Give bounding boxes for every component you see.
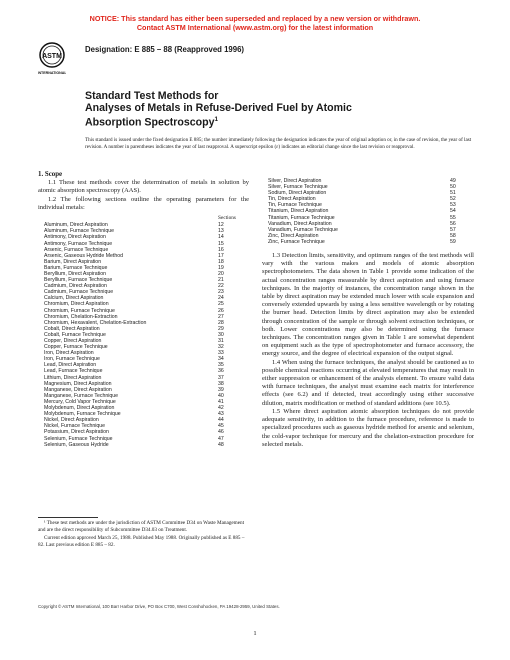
section-name: Molybdenum, Furnace Technique [44,411,121,418]
page-number: 1 [253,630,257,637]
section-number: 48 [218,441,224,448]
section-number: 29 [218,325,224,332]
section-number: 54 [450,208,456,215]
section-number: 12 [218,222,224,229]
notice-line-2: Contact ASTM International (www.astm.org) for the latest information [136,23,374,32]
section-name: Iron, Furnace Technique [44,356,100,363]
section-number: 41 [218,398,224,405]
section-name: Nickel, Direct Aspiration [44,417,99,424]
section-number: 52 [450,196,456,203]
section-number: 58 [450,232,456,239]
section-number: 57 [450,226,456,233]
section-name: Potassium, Direct Aspiration [44,429,109,436]
paragraph-1-5: 1.5 Where direct aspiration atomic absorption techniques do not provide adequate sensitivity, in addition to the furnace procedure, reference is made to specialized procedures such as gaseous hydride method for arsenic and selenium, the cold-vapor technique for mercury and the chelation-extraction procedure for selected metals. [262,407,474,448]
section-number: 28 [218,319,224,326]
section-number: 43 [218,411,224,418]
designation: Designation: E 885 – 88 (Reapproved 1996) [85,45,245,54]
scope-heading: 1. Scope [38,171,63,178]
section-number: 55 [450,214,456,221]
section-number: 30 [218,331,224,338]
section-row [268,239,468,245]
svg-text:ASTM: ASTM [42,53,62,60]
astm-logo-icon [38,42,66,76]
title-line-3: Absorption Spectroscopy [85,116,215,129]
section-name: Copper, Direct Aspiration [44,338,102,344]
section-number: 32 [218,344,224,351]
section-number: 26 [218,307,224,314]
section-number: 38 [218,380,224,387]
sections-table-right [268,178,468,245]
section-name: Aluminum, Furnace Technique [44,228,114,235]
section-number: 27 [218,313,224,320]
section-number: 18 [218,258,224,265]
section-name: Mercury, Cold Vapor Technique [44,398,116,405]
section-name: Manganese, Direct Aspiration [44,386,112,393]
section-name: Silver, Furnace Technique [268,184,328,191]
logo-text: INTERNATIONAL [38,71,66,75]
title-line-1: Standard Test Methods for [85,90,219,102]
section-name: Chromium, Direct Aspiration [44,301,109,308]
section-name: Cobalt, Furnace Technique [44,331,106,338]
section-name: Chromium, Furnace Technique [44,307,115,314]
section-number: 45 [218,423,224,430]
footnotes [38,520,248,550]
section-name: Calcium, Direct Aspiration [44,295,104,302]
notice-line-1: NOTICE: This standard has either been superseded and replaced by a new version or withdrawn. [89,14,421,23]
footnote-2: Current edition approved March 25, 1988. Published May 1988. Originally published as E 885 – 82. Last previous edition E 885 – 82. [38,535,245,548]
section-name: Iron, Direct Aspiration [44,350,94,357]
section-name: Copper, Furnace Technique [44,344,108,351]
section-name: Molybdenum, Direct Aspiration [44,405,115,412]
footnote-1: ¹ These test methods are under the jurisdiction of ASTM Committee D34 on Waste Management and are the direct responsibility of Subcommittee D34.03 on Treatment. [38,520,245,533]
section-name: Chromium, Chelation-Extraction [44,313,118,320]
section-name: Zinc, Direct Aspiration [268,232,319,239]
section-number: 59 [450,238,456,245]
section-number: 31 [218,338,224,344]
section-name: Lead, Furnace Technique [44,368,103,375]
paragraph-1-1: 1.1 These test methods cover the determination of metals in solution by atomic absorption spectroscopy (AAS). [38,179,249,195]
section-name: Zinc, Furnace Technique [268,238,325,245]
left-column [38,171,249,448]
footnote-divider [38,517,98,518]
section-number: 47 [218,435,224,442]
section-number: 15 [218,240,224,247]
section-number: 37 [218,374,224,381]
section-name: Beryllium, Direct Aspiration [44,270,106,277]
section-number: 22 [218,283,224,290]
section-number: 24 [218,295,224,302]
section-number: 34 [218,356,224,363]
section-name: Vanadium, Direct Aspiration [268,220,332,227]
section-name: Cobalt, Direct Aspiration [44,325,100,332]
section-name: Cadmium, Direct Aspiration [44,283,107,290]
section-number: 23 [218,289,224,296]
section-number: 20 [218,270,224,277]
section-name: Arsenic, Gaseous Hydride Method [44,252,124,259]
section-number: 39 [218,386,224,393]
section-name: Antimony, Furnace Technique [44,240,113,247]
section-number: 17 [218,252,224,259]
section-number: 50 [450,184,456,191]
paragraph-1-2: 1.2 The following sections outline the operating parameters for the individual metals: [38,195,249,211]
section-number: 16 [218,246,224,253]
document-title [85,90,485,129]
section-number: 51 [450,190,456,197]
standard-note: This standard is issued under the fixed designation E 885; the number immediately following the designation indicates the year of original adoption or, in the case of revision, the year of last revision. A number in parentheses indicates the year of last reapproval. A superscript epsilon (ε) indicates an editorial change since the last revision or reapproval. [85,137,472,150]
section-number: 46 [218,429,224,436]
section-name: Selenium, Gaseous Hydride [44,441,109,448]
section-name: Titanium, Furnace Technique [268,214,335,221]
section-name: Beryllium, Furnace Technique [44,277,113,284]
section-number: 19 [218,264,224,271]
section-number: 53 [450,202,456,209]
section-name: Aluminum, Direct Aspiration [44,222,108,229]
section-name: Chromium, Hexavalent, Chelation-Extraction [44,319,147,326]
section-name: Tin, Direct Aspiration [268,196,316,203]
section-name: Selenium, Furnace Technique [44,435,113,442]
astm-logo [38,42,66,76]
section-number: 35 [218,362,224,369]
section-number: 49 [450,178,456,184]
section-number: 13 [218,228,224,235]
section-number: 36 [218,368,224,375]
title-line-2: Analyses of Metals in Refuse-Derived Fuel by Atomic [85,102,352,114]
section-name: Manganese, Furnace Technique [44,392,119,399]
paragraph-1-4: 1.4 When using the furnace techniques, the analyst should be cautioned as to possible chemical reactions occurring at elevated temperatures that may result in either suppression or enhancement of the analysis element. To ensure valid data with furnace techniques, the analyst must examine each matrix for interference effects (see 6.2) and if detected, treat accordingly using either successive dilution, matrix modification or method of standard additions (see 10.5). [262,358,474,407]
section-name: Barium, Furnace Technique [44,264,108,271]
section-name: Cadmium, Furnace Technique [44,289,114,296]
section-number: 21 [218,277,224,284]
section-name: Nickel, Furnace Technique [44,423,106,430]
section-number: 40 [218,392,224,399]
section-number: 25 [218,301,224,308]
section-name: Vanadium, Furnace Technique [268,226,338,233]
section-name: Sodium, Direct Aspiration [268,190,327,197]
section-name: Tin, Furnace Technique [268,202,322,209]
section-number: 14 [218,234,224,241]
section-name: Magnesium, Direct Aspiration [44,380,112,387]
title-footnote-marker: 1 [214,116,219,123]
paragraph-1-3: 1.3 Detection limits, sensitivity, and optimum ranges of the test methods will vary with the various makes and models of atomic absorption spectrophotometers. The data shown in Table 1 provide some indication of the actual concentration ranges measurable by direct aspiration and using furnace techniques. In the majority of instances, the concentration range shown in the table by direct aspiration may be extended much lower with scale expansion and conversely extended upwards by using a less sensitive wavelength or by rotating the burner head. Detection limits by direct aspiration may also be extended through concentration of the sample or through solvent extraction techniques, or both. Lower concentrations may also be determined using the furnace techniques. The concentration ranges given in Table 1 are somewhat dependent on equipment such as the type of spectrophotometer and furnace accessory, the energy source, and the degree of electrical expansion of the output signal. [262,252,474,358]
section-row [44,442,236,448]
section-name: Silver, Direct Aspiration [268,178,322,184]
section-name: Arsenic, Furnace Technique [44,246,109,253]
sections-label: Sections [218,215,236,222]
section-name: Lead, Direct Aspiration [44,362,97,369]
copyright-line: Copyright © ASTM International, 100 Barr Harbor Drive, PO Box C700, West Conshohocken, PA 19428-2959, United States. [38,604,280,609]
section-name: Antimony, Direct Aspiration [44,234,106,241]
section-number: 56 [450,220,456,227]
section-name: Lithium, Direct Aspiration [44,374,102,381]
section-number: 44 [218,417,224,424]
sections-table-left [44,222,236,447]
section-name: Barium, Direct Aspiration [44,258,102,265]
withdrawal-notice [0,14,510,32]
section-number: 42 [218,405,224,412]
right-column [262,178,474,449]
section-number: 33 [218,350,224,357]
section-name: Titanium, Direct Aspiration [268,208,329,215]
